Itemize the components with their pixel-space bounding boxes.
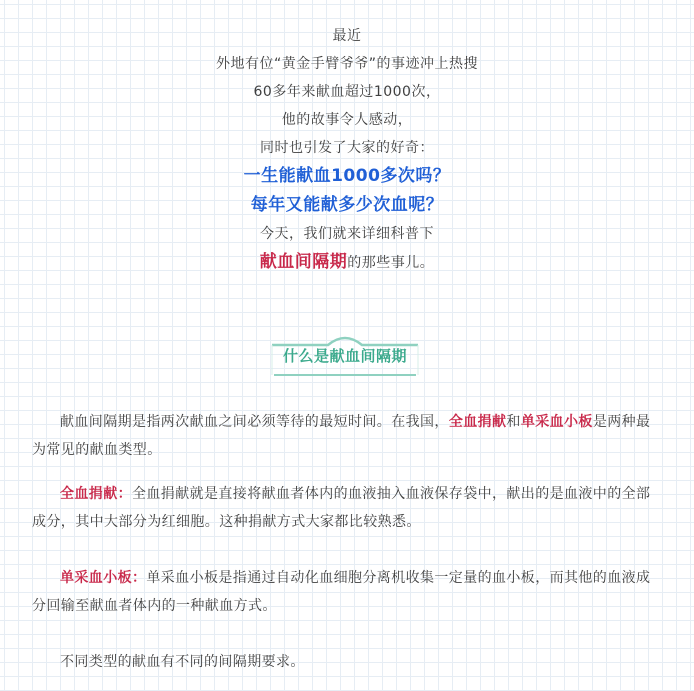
section-heading <box>0 331 694 381</box>
p1-term-platelet: 单采血小板 <box>520 414 593 430</box>
p3-term: 单采血小板： <box>60 570 147 586</box>
p2-text: 全血捐献就是直接将献血者体内的血液抽入血液保存袋中，献出的是血液中的全部成分，其中大部分为红细胞。这种捐献方式大家都比较熟悉。 <box>32 486 651 530</box>
intro-block <box>0 22 694 276</box>
p1-text-a: 献血间隔期是指两次献血之间必须等待的最短时间。在我国， <box>60 414 449 430</box>
intro-line-8: 今天，我们就来详细科普下 <box>260 226 434 242</box>
p3-text: 单采血小板是指通过自动化血细胞分离机收集一定量的血小板，而其他的血液成分回输至献血者体内的一种献血方式。 <box>32 570 651 614</box>
intro-line-4: 他的故事令人感动， <box>281 112 413 128</box>
section-title: 什么是献血间隔期 <box>282 347 407 365</box>
paragraph-2 <box>32 480 664 536</box>
intro-line-5: 同时也引发了大家的好奇： <box>260 140 434 156</box>
intro-line-3: 60多年来献血超过1000次， <box>253 84 441 100</box>
intro-topic-line <box>0 248 694 276</box>
paragraph-4 <box>32 648 664 676</box>
intro-question-1: 一生能献血1000多次吗？ <box>243 166 451 186</box>
intro-topic-suffix: 的那些事儿。 <box>347 255 435 271</box>
intro-line-1: 最近 <box>332 28 362 44</box>
p4-text: 不同类型的献血有不同的间隔期要求。 <box>60 654 305 670</box>
intro-question-2: 每年又能献多少次血呢？ <box>250 195 444 215</box>
p2-term: 全血捐献： <box>60 486 132 502</box>
p1-term-whole-blood: 全血捐献 <box>448 414 507 430</box>
intro-topic: 献血间隔期 <box>259 252 348 272</box>
intro-line-2: 外地有位“黄金手臂爷爷”的事迹冲上热搜 <box>215 56 478 72</box>
paragraph-1 <box>32 408 664 464</box>
p1-and: 和 <box>506 414 521 430</box>
p1-text-b: 是两种最为常见的献血类型。 <box>32 414 651 458</box>
paragraph-3 <box>32 564 664 620</box>
